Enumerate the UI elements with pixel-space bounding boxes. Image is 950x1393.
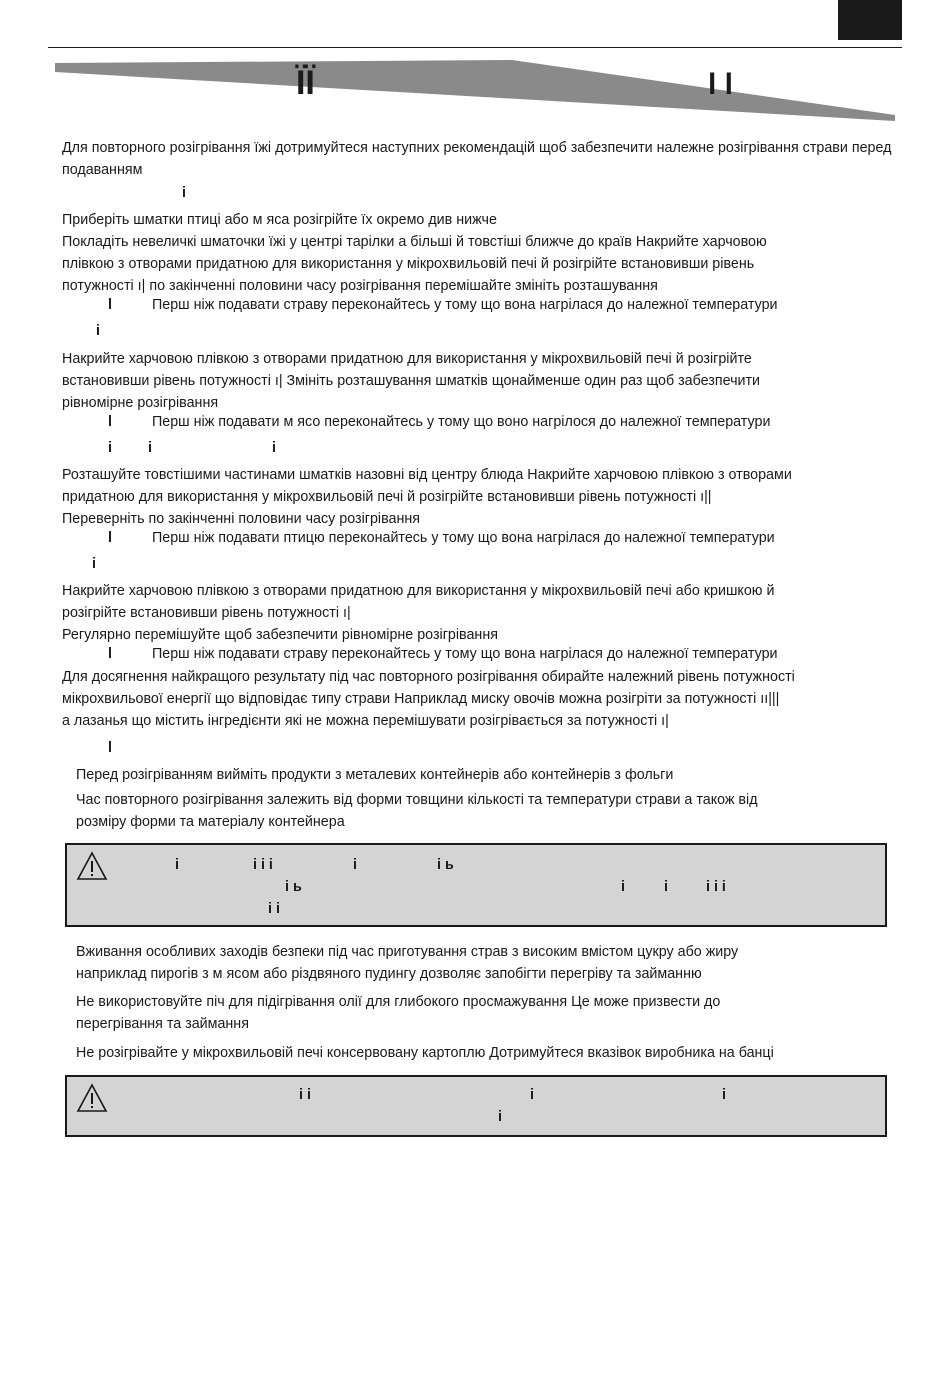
power-paragraph-line2-text: мікрохвильової енергії що відповідає типу страви Наприклад миску овочів можна розігріти за потужності bbox=[62, 691, 757, 707]
warning1-text: і і і bbox=[706, 879, 726, 895]
section1-line1: Приберіть шматки птиці або м яса розігрійте їх окремо див нижче bbox=[62, 212, 497, 228]
power-level-marks: ı|| bbox=[700, 489, 712, 505]
section1-note: Перш ніж подавати страву переконайтесь у тому що вона нагрілася до належної температури bbox=[152, 297, 778, 313]
power-paragraph-line3-text: а лазанья що містить інгредієнти які не можна перемішувати розігрівається за потужності bbox=[62, 713, 658, 729]
warning1-text: і bbox=[664, 879, 668, 895]
warning1-text: і ь bbox=[437, 857, 454, 873]
warning2-text: і і bbox=[299, 1087, 311, 1103]
section1-line4-text: потужності bbox=[62, 278, 134, 294]
notes-block-mark: l bbox=[108, 740, 112, 756]
warning-triangle-icon bbox=[76, 851, 108, 881]
warning1-text: і ь bbox=[285, 879, 302, 895]
section3-line3: Переверніть по закінченні половини часу розігрівання bbox=[62, 511, 421, 527]
section4-heading: і bbox=[92, 556, 96, 572]
warning1-text: і bbox=[621, 879, 625, 895]
power-level-marks: ı| bbox=[274, 373, 283, 389]
notes-item1: Перед розігріванням вийміть продукти з металевих контейнерів або контейнерів з фольги bbox=[76, 767, 674, 783]
section1-line2: Покладіть невеличкі шматочки їжі у центрі тарілки а більші й товстіші ближче до країв Накрийте харчовою bbox=[62, 234, 767, 250]
power-level-marks: ı| bbox=[342, 605, 351, 621]
section3-note-mark: l bbox=[108, 530, 112, 546]
section2-line1: Накрийте харчовою плівкою з отворами придатною для використання у мікрохвильовій печі й розігрійте bbox=[62, 351, 752, 367]
power-paragraph-line3 bbox=[62, 710, 669, 732]
safety-item1-line2: наприклад пирогів з м ясом або різдвяного пудингу дозволяє запобігти перегріву та займанню bbox=[76, 966, 702, 982]
safety-item3: Не розігрівайте у мікрохвильовій печі консервовану картоплю Дотримуйтеся вказівок виробника на банці bbox=[76, 1045, 774, 1061]
section2-note: Перш ніж подавати м ясо переконайтесь у тому що воно нагрілося до належної температури bbox=[152, 414, 771, 430]
section4-line2-text: розігрійте встановивши рівень потужності bbox=[62, 605, 339, 621]
section3-line2-text: придатною для використання у мікрохвильовій печі й розігрійте встановивши рівень потужності bbox=[62, 489, 697, 505]
power-paragraph-line1: Для досягнення найкращого результату під час повторного розігрівання обирайте належний рівень потужності bbox=[62, 669, 795, 685]
warning1-text: і bbox=[353, 857, 357, 873]
warning-box-1 bbox=[65, 843, 887, 927]
warning-triangle-icon bbox=[76, 1083, 108, 1113]
warning2-text: і bbox=[722, 1087, 726, 1103]
section1-line4 bbox=[62, 275, 658, 297]
safety-item2-line1: Не використовуйте піч для підігрівання олії для глибокого просмажування Це може призвести до bbox=[76, 994, 721, 1010]
section4-note-mark: l bbox=[108, 646, 112, 662]
section1-line3: плівкою з отворами придатною для використання у мікрохвильовій печі й розігрійте встановивши рівень bbox=[62, 256, 755, 272]
warning1-text: і і bbox=[268, 901, 280, 917]
warning2-text: і bbox=[498, 1109, 502, 1125]
section3-note: Перш ніж подавати птицю переконайтесь у тому що вона нагрілася до належної температури bbox=[152, 530, 775, 546]
section2-note-mark: l bbox=[108, 414, 112, 430]
section3-line1: Розташуйте товстішими частинами шматків назовні від центру блюда Накрийте харчовою плівкою з отворами bbox=[62, 467, 792, 483]
intro-paragraph: Для повторного розігрівання їжі дотримуйтеся наступних рекомендацій щоб забезпечити належне розігрівання страви перед подаванням bbox=[62, 140, 892, 178]
warning2-text: і bbox=[530, 1087, 534, 1103]
section3-line2 bbox=[62, 486, 712, 508]
power-paragraph-line2 bbox=[62, 688, 779, 710]
section4-note: Перш ніж подавати страву переконайтесь у тому що вона нагрілася до належної температури bbox=[152, 646, 778, 662]
section3-heading-a: і bbox=[108, 440, 112, 456]
section2-line2-text: встановивши рівень потужності bbox=[62, 373, 271, 389]
section2-heading: і bbox=[96, 323, 100, 339]
section2-line2-rest: Змініть розташування шматків щонайменше один раз щоб забезпечити bbox=[286, 373, 761, 389]
power-level-marks: ı| bbox=[137, 278, 146, 294]
warning1-text: і bbox=[175, 857, 179, 873]
warning1-text: і і і bbox=[253, 857, 273, 873]
section4-line3: Регулярно перемішуйте щоб забезпечити рівномірне розігрівання bbox=[62, 627, 498, 643]
section1-line4-rest: по закінченні половини часу розігрівання перемішайте змініть розташування bbox=[149, 278, 658, 294]
section-banner bbox=[0, 0, 950, 130]
warning-box-2 bbox=[65, 1075, 887, 1137]
notes-item2-line2: розміру форми та матеріалу контейнера bbox=[76, 814, 345, 830]
notes-item2-line1: Час повторного розігрівання залежить від форми товщини кількості та температури страви а також від bbox=[76, 792, 758, 808]
safety-item2-line2: перегрівання та займання bbox=[76, 1016, 249, 1032]
section3-heading-b: і bbox=[148, 440, 152, 456]
section1-note-mark: l bbox=[108, 297, 112, 313]
power-level-marks: ı| bbox=[661, 713, 669, 729]
power-level-marks: ıı||| bbox=[760, 691, 780, 707]
section4-line1: Накрийте харчовою плівкою з отворами придатною для використання у мікрохвильовій печі або кришкою й bbox=[62, 583, 775, 599]
section3-heading-c: і bbox=[272, 440, 276, 456]
section2-line3: рівномірне розігрівання bbox=[62, 395, 219, 411]
banner-title-left: ЇЇ bbox=[296, 64, 315, 102]
section2-line2 bbox=[62, 370, 760, 392]
section4-line2 bbox=[62, 602, 351, 624]
banner-shape bbox=[55, 60, 895, 121]
banner-title-right: l l bbox=[708, 68, 734, 101]
safety-item1-line1: Вживання особливих заходів безпеки під час приготування страв з високим вмістом цукру або жиру bbox=[76, 944, 739, 960]
section1-heading: і bbox=[182, 185, 186, 201]
